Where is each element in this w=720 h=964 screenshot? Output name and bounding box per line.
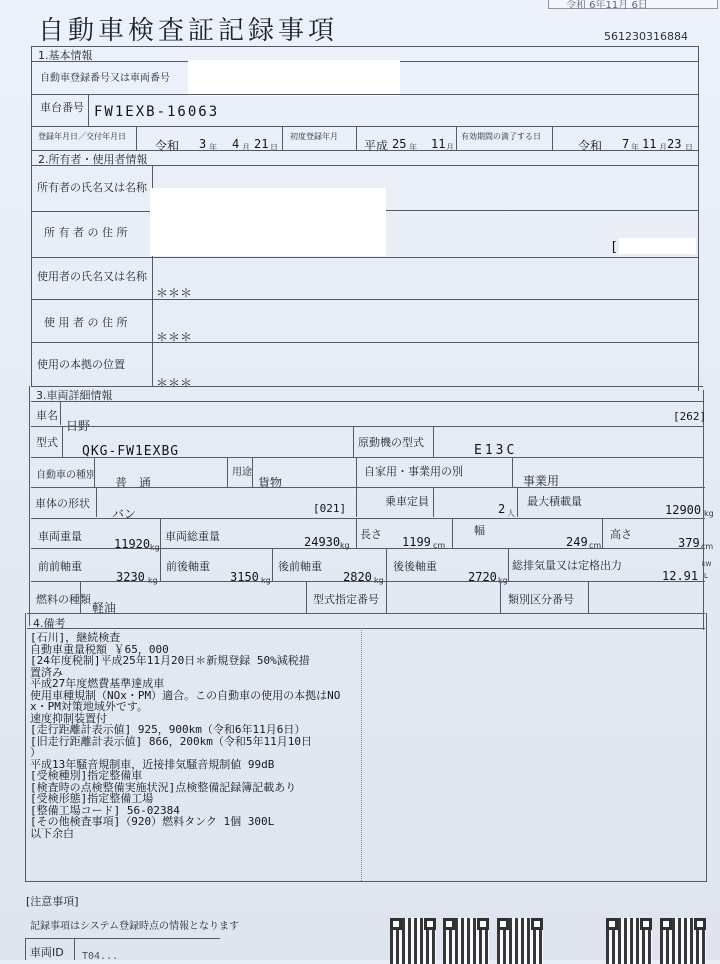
expiry-label: 有効期間の満了する日 <box>461 132 541 141</box>
section-vehicle-title: 3.車両詳細情報 <box>36 389 113 402</box>
rule <box>602 518 603 548</box>
rule <box>31 165 698 166</box>
capacity-label: 乗車定員 <box>385 495 429 508</box>
use-label: 用途 <box>232 467 252 478</box>
rule <box>361 628 362 881</box>
length-label: 長さ <box>360 528 382 541</box>
rule <box>500 581 501 613</box>
rule <box>27 628 705 629</box>
rule <box>29 386 30 626</box>
owner-name-label: 所有者の氏名又は名称 <box>37 181 147 194</box>
expiry-day-unit: 日 <box>685 143 693 152</box>
rule <box>31 211 152 212</box>
user-name-label: 使用者の氏名又は名称 <box>37 270 147 283</box>
first-reg-year: 25 <box>392 137 407 151</box>
rule <box>356 487 357 517</box>
qr-code <box>497 918 543 964</box>
owner-address-label: 所 有 者 の 住 所 <box>44 226 128 239</box>
rule <box>588 581 589 613</box>
reg-date-year: 3 <box>199 137 207 151</box>
rule <box>517 487 518 517</box>
base-location-value: ＊＊＊ <box>156 376 193 390</box>
reg-number-label: 自動車登録番号又は車両番号 <box>40 73 170 84</box>
rule <box>386 581 387 613</box>
gross-weight-label: 車両総重量 <box>165 530 220 543</box>
engine-value: E13C <box>474 443 518 458</box>
max-load-label: 最大積載量 <box>527 495 582 508</box>
rule <box>60 401 61 425</box>
qr-code <box>606 918 652 964</box>
section-owner-title: 2.所有者・使用者情報 <box>38 153 148 166</box>
redacted-owner-name-address <box>150 188 386 256</box>
rule <box>31 299 698 300</box>
private-business-value: 事業用 <box>523 474 560 488</box>
first-reg-month: 11 <box>431 137 446 151</box>
model-value: QKG-FW1EXBG <box>82 444 180 459</box>
rule <box>386 548 387 581</box>
redacted-reg-number <box>188 60 400 96</box>
front-front-axle-value: 3230 <box>116 570 145 584</box>
remark-line: 平成27年度燃費基準達成車 <box>30 677 165 690</box>
rule <box>272 548 273 581</box>
remark-line: [24年度税制]平成25年11月20日＊新規登録 50%減税措 <box>30 654 310 667</box>
class-number-label: 類別区分番号 <box>508 593 574 606</box>
remark-line: [整備工場コード] 56-02384 <box>30 803 180 817</box>
rule <box>252 457 253 487</box>
remark-line: [受検形態]指定整備工場 <box>30 792 154 805</box>
use-value: 貨物 <box>258 476 283 490</box>
front-front-axle-label: 前前軸重 <box>38 560 82 573</box>
front-rear-axle-value: 3150 <box>230 570 259 584</box>
chassis-label: 車台番号 <box>40 101 84 114</box>
width-value: 249 <box>566 535 588 549</box>
remark-line: [受検種別]指定整備車 <box>30 769 143 782</box>
capacity-unit: 人 <box>507 509 515 518</box>
rule <box>227 457 228 487</box>
section-remarks-title: 4.備考 <box>33 617 66 630</box>
rule <box>31 457 704 458</box>
rule <box>698 46 699 391</box>
height-unit: cm <box>701 542 714 551</box>
rule <box>80 581 81 613</box>
reg-date-label: 登録年月日／交付年月日 <box>38 132 126 141</box>
rule <box>512 457 513 487</box>
height-label: 高さ <box>610 528 632 541</box>
chassis-value: FW1EXB-16063 <box>94 104 220 120</box>
rule <box>160 518 161 548</box>
remark-line: [石川]，継続検査 <box>30 631 121 644</box>
document-number: 561230316884 <box>604 30 688 43</box>
displacement-value: 12.91 <box>662 569 699 583</box>
weight-value: 11920 <box>114 537 151 551</box>
gross-weight-unit: kg <box>340 541 350 550</box>
rear-rear-axle-label: 後後軸重 <box>393 560 437 573</box>
rule <box>706 613 707 881</box>
date-fragment: 令和 6年11月 6日 <box>566 0 648 11</box>
capacity-value: 2 <box>498 502 506 516</box>
first-reg-era: 平成 <box>364 139 389 153</box>
user-address-value: ＊＊＊ <box>156 330 193 344</box>
rule <box>74 938 75 960</box>
expiry-year: 7 <box>622 137 630 151</box>
rule <box>306 581 307 613</box>
rule <box>456 126 457 150</box>
width-unit: cm <box>589 541 602 550</box>
rule <box>96 487 97 517</box>
remark-line: [その他検査事項]（920）燃料タンク 1個 300L <box>30 815 275 828</box>
rule <box>508 548 509 581</box>
private-business-label: 自家用・事業用の別 <box>364 465 463 478</box>
height-value: 379 <box>678 536 700 550</box>
remark-line: ） <box>30 746 41 759</box>
max-load-unit: kg <box>704 509 714 518</box>
rule <box>31 548 705 549</box>
base-location-label: 使用の本拠の位置 <box>37 358 125 371</box>
make-code: [262] <box>673 410 707 423</box>
front-front-axle-unit: kg <box>148 576 158 585</box>
rule <box>282 126 283 150</box>
reg-date-year-unit: 年 <box>209 143 217 152</box>
rear-front-axle-unit: kg <box>374 576 384 585</box>
rule <box>25 881 707 882</box>
front-rear-axle-unit: kg <box>261 576 271 585</box>
remark-line: 平成13年騒音規制車，近接排気騒音規制値 99dB <box>30 757 275 771</box>
remark-line: 速度抑制装置付 <box>30 711 107 725</box>
rule <box>31 487 705 488</box>
shape-label: 車体の形状 <box>35 497 90 510</box>
gross-weight-value: 24930 <box>304 535 341 549</box>
weight-label: 車両重量 <box>38 530 82 543</box>
section-basic-title: 1.基本情報 <box>38 49 93 62</box>
expiry-era: 令和 <box>578 139 603 153</box>
remark-line: [検査時の点検整備実施状況]点検整備記録簿記載あり <box>30 780 297 794</box>
notes-header: [注意事項] <box>26 895 79 908</box>
reg-date-day: 21 <box>254 137 269 151</box>
rule <box>31 257 698 258</box>
rule <box>136 126 137 150</box>
vehicle-id-label: 車両ID <box>30 946 64 959</box>
rule <box>94 457 95 487</box>
rule <box>31 426 704 427</box>
rule <box>31 401 704 402</box>
remark-line: 置済み <box>30 665 63 679</box>
model-label: 型式 <box>36 436 58 449</box>
document-title: 自動車検査証記録事項 <box>38 16 339 46</box>
rule <box>31 46 698 47</box>
rule <box>25 938 26 960</box>
rule <box>356 518 357 548</box>
user-name-value: ＊＊＊ <box>156 286 193 300</box>
rule <box>356 126 357 150</box>
rule <box>433 487 434 517</box>
kind-label: 自動車の種別 <box>36 470 96 481</box>
displacement-unit-l: L <box>704 572 708 580</box>
reg-date-era: 令和 <box>155 139 180 153</box>
expiry-month-unit: 月 <box>659 143 667 152</box>
rule <box>356 457 357 487</box>
rule <box>31 126 698 127</box>
kind-value: 普 通 <box>115 476 152 490</box>
rule <box>31 94 698 95</box>
engine-label: 原動機の型式 <box>358 436 424 449</box>
displacement-label: 総排気量又は定格出力 <box>512 559 622 572</box>
expiry-year-unit: 年 <box>631 143 639 152</box>
qr-code <box>443 918 489 964</box>
remark-line: [旧走行距離計表示値] 866，200km（令和5年11月10日 <box>30 734 312 748</box>
remark-line: [走行距離計表示値] 925，900km（令和6年11月6日） <box>30 723 306 736</box>
type-designation-label: 型式指定番号 <box>313 593 379 606</box>
rule <box>552 126 553 150</box>
rule <box>25 613 26 881</box>
rule <box>353 426 354 457</box>
rear-front-axle-label: 後前軸重 <box>278 560 322 573</box>
width-label: 幅 <box>474 524 485 537</box>
reg-date-month-unit: 月 <box>242 143 250 152</box>
make-label: 車名 <box>36 409 58 422</box>
rule <box>31 581 705 582</box>
remark-line: 自動車重量税額 ￥65，000 <box>30 642 169 656</box>
remarks-list <box>30 632 360 839</box>
rule <box>88 94 89 126</box>
rule <box>452 518 453 548</box>
front-rear-axle-label: 前後軸重 <box>166 560 210 573</box>
rule <box>31 386 703 387</box>
rear-rear-axle-value: 2720 <box>468 570 497 584</box>
reg-date-day-unit: 日 <box>270 143 278 152</box>
first-reg-month-unit: 月 <box>446 143 454 152</box>
rule <box>31 342 698 343</box>
max-load-value: 12900 <box>665 503 702 517</box>
shape-code: [021] <box>313 502 347 515</box>
rear-rear-axle-unit: kg <box>498 576 508 585</box>
length-unit: cm <box>433 541 446 550</box>
rule <box>62 426 63 457</box>
remark-line: 以下余白 <box>30 826 74 840</box>
qr-code <box>660 918 706 964</box>
redacted-owner-code <box>619 238 696 254</box>
reg-date-month: 4 <box>232 137 240 151</box>
notes-text: 記録事項はシステム登録時点の情報となります <box>30 921 239 932</box>
displacement-unit-kw: kW <box>702 561 712 568</box>
remark-line: x・PM対策地域外です。 <box>30 700 148 713</box>
rule <box>160 548 161 581</box>
rule <box>433 426 434 457</box>
rule <box>31 518 705 519</box>
vehicle-id-value: T04... <box>82 951 119 962</box>
fuel-label: 燃料の種類 <box>36 593 91 606</box>
rule <box>25 938 220 939</box>
make-value: 日野 <box>66 419 91 433</box>
first-reg-label: 初度登録年月 <box>290 132 338 141</box>
expiry-month: 11 <box>642 137 657 151</box>
user-address-label: 使 用 者 の 住 所 <box>44 316 128 329</box>
qr-code <box>390 918 436 964</box>
first-reg-year-unit: 年 <box>409 143 417 152</box>
fuel-value: 軽油 <box>92 601 117 615</box>
shape-value: バン <box>112 507 137 521</box>
weight-unit: kg <box>150 543 160 552</box>
rule <box>31 46 32 386</box>
expiry-day: 23 <box>667 137 682 151</box>
owner-bracket-left: [ <box>610 240 618 255</box>
remark-line: 使用車種規制（NOx・PM）適合。この自動車の使用の本拠はNO <box>30 688 341 702</box>
rear-front-axle-value: 2820 <box>343 570 372 584</box>
rule <box>27 613 705 614</box>
length-value: 1199 <box>402 535 431 549</box>
